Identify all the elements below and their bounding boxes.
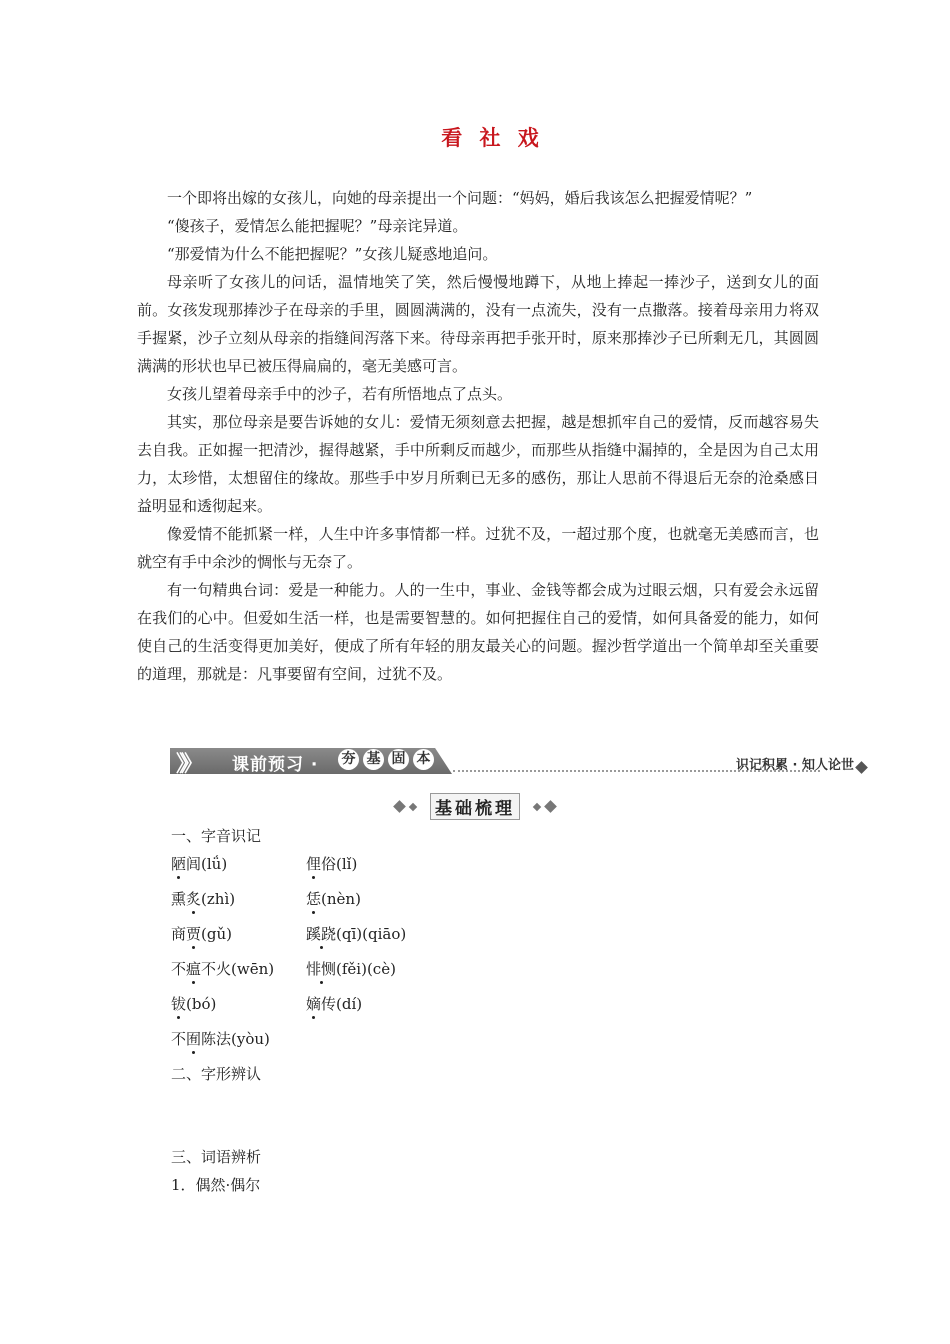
article-paragraph: “傻孩子，爱情怎么能把握呢？”母亲诧异道。 bbox=[167, 217, 468, 235]
banner-tag: 固 bbox=[388, 749, 409, 770]
diamond-icon bbox=[409, 802, 417, 810]
pronunciation-item: 陋闾(lǘ) bbox=[171, 855, 228, 873]
word-pair-item: 1．偶然·偶尔 bbox=[171, 1176, 261, 1194]
subhead bbox=[0, 793, 950, 819]
banner-tag: 本 bbox=[413, 749, 434, 770]
pronunciation-item: 不囿陈法(yòu) bbox=[171, 1030, 270, 1048]
pronunciation-item: 商贾(gǔ) bbox=[171, 925, 232, 943]
pronunciation-item: 不瘟不火(wēn) bbox=[171, 960, 275, 978]
pronunciation-item: 俚俗(lǐ) bbox=[306, 855, 358, 873]
chevron-right-icon: 》》 bbox=[176, 751, 198, 777]
article-paragraph: 其实，那位母亲是要告诉她的女儿：爱情无须刻意去把握，越是想抓牢自己的爱情，反而越容易失去自我。正如握一把清沙，握得越紧，手中所剩反而越少，而那些从指缝中漏掉的，全是因为自己太用力，太珍惜，太想留住的缘故。那些手中岁月所剩已无多的感伤，那让人思前不得退后无奈的沧桑感日益明显和透彻起来。 bbox=[137, 413, 819, 515]
banner-tag: 基 bbox=[363, 749, 384, 770]
pronunciation-item: 悱恻(fěi)(cè) bbox=[306, 960, 396, 978]
pronunciation-item: 恁(nèn) bbox=[306, 890, 361, 908]
article-paragraph: 有一句精典台词：爱是一种能力。人的一生中，事业、金钱等都会成为过眼云烟，只有爱会永远留在我们的心中。但爱如生活一样，也是需要智慧的。如何把握住自己的爱情，如何具备爱的能力，如何使自己的生活变得更加美好，便成了所有年轻的朋友最关心的问题。握沙哲学道出一个简单却至关重要的道理，那就是：凡事要留有空间，过犹不及。 bbox=[137, 581, 819, 683]
banner-label: 课前预习 · bbox=[232, 755, 319, 775]
banner-tag: 夯 bbox=[338, 749, 359, 770]
diamond-icon bbox=[544, 800, 557, 813]
article bbox=[137, 184, 819, 688]
pronunciation-item: 嫡传(dí) bbox=[306, 995, 363, 1013]
page-title: 看 社 戏 bbox=[441, 125, 544, 150]
article-paragraph: 像爱情不能抓紧一样，人生中许多事情都一样。过犹不及，一超过那个度，也就毫无美感而言，也就空有手中余沙的惆怅与无奈了。 bbox=[137, 525, 819, 571]
subhead-title: 基础梳理 bbox=[430, 793, 520, 820]
article-paragraph: 母亲听了女孩儿的问话，温情地笑了笑，然后慢慢地蹲下，从地上捧起一捧沙子，送到女儿的面前。女孩发现那捧沙子在母亲的手里，圆圆满满的，没有一点流失，没有一点撒落。接着母亲用力将双手握紧，沙子立刻从母亲的指缝间泻落下来。待母亲再把手张开时，原来那捧沙子已所剩无几，其圆圆满满的形状也早已被压得扁扁的，毫无美感可言。 bbox=[137, 273, 819, 375]
pronunciation-item: 钹(bó) bbox=[171, 995, 217, 1013]
section-heading: 二、字形辨认 bbox=[171, 1065, 262, 1083]
section-banner bbox=[170, 746, 862, 778]
section-heading: 三、词语辨析 bbox=[171, 1148, 262, 1166]
article-paragraph: “那爱情为什么不能把握呢？”女孩儿疑惑地追问。 bbox=[167, 245, 498, 263]
diamond-icon bbox=[533, 802, 541, 810]
diamond-icon bbox=[855, 761, 868, 774]
article-paragraph: 女孩儿望着母亲手中的沙子，若有所悟地点了点头。 bbox=[167, 385, 513, 403]
pronunciation-item: 熏炙(zhì) bbox=[171, 890, 236, 908]
section-heading: 一、字音识记 bbox=[171, 827, 262, 845]
diamond-icon bbox=[393, 800, 406, 813]
banner-right-text: 识记积累 · 知人论世 bbox=[736, 758, 854, 773]
article-paragraph: 一个即将出嫁的女孩儿，向她的母亲提出一个问题：“妈妈，婚后我该怎么把握爱情呢？” bbox=[167, 189, 753, 207]
pronunciation-item: 蹊跷(qī)(qiāo) bbox=[306, 925, 407, 943]
